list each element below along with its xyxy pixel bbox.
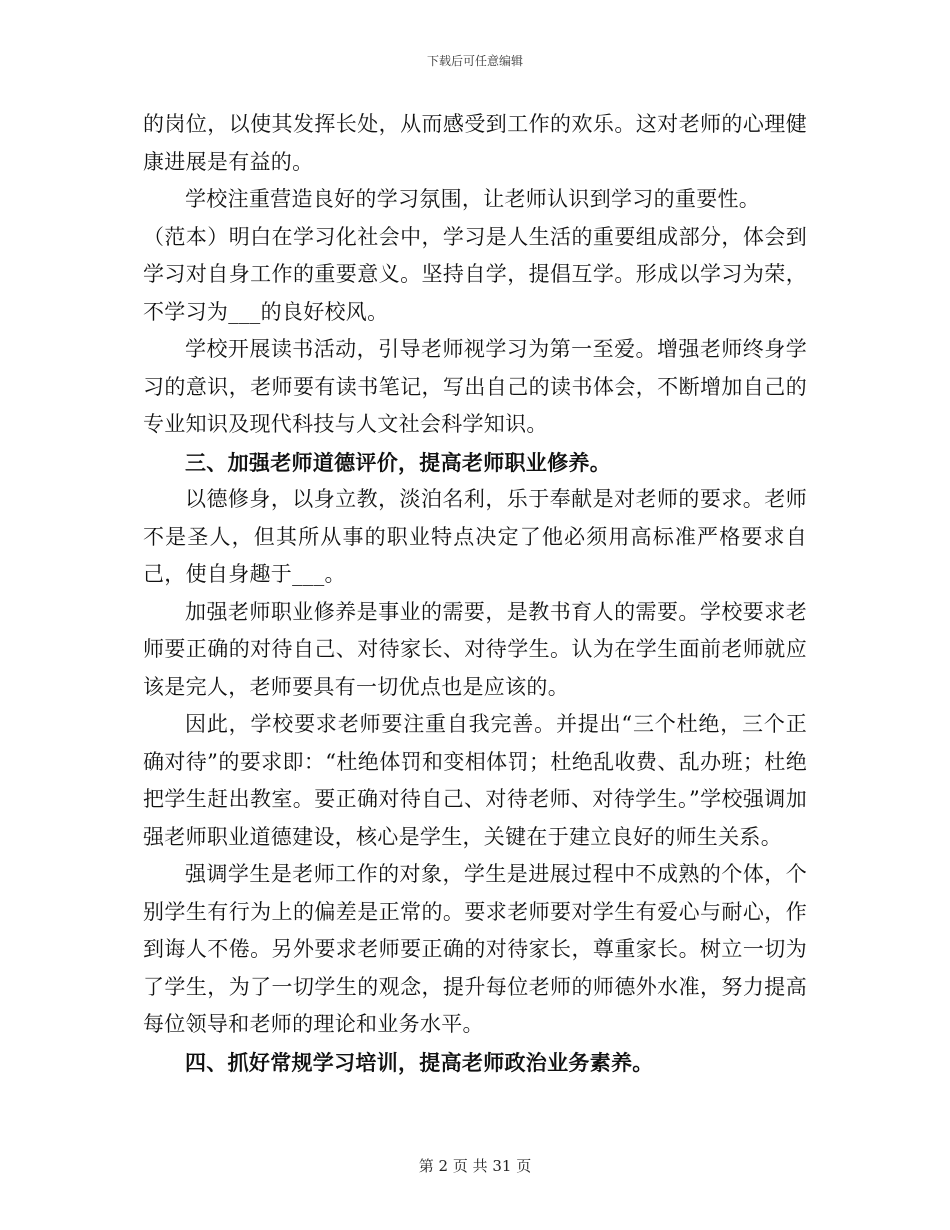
paragraph-6: 加强老师职业修养是事业的需要，是教书育人的需要。学校要求老师要正确的对待自己、对待家长、对待学生。认为在学生面前老师就应该是完人，老师要具有一切优点也是应该的。 xyxy=(143,599,807,699)
paragraph-2: 学校注重营造良好的学习氛围，让老师认识到学习的重要性。 xyxy=(185,187,761,211)
page-header: 下载后可任意编辑 xyxy=(426,54,523,68)
paragraph-3: （范本）明白在学习化社会中，学习是人生活的重要组成部分，体会到学习对自身工作的重要意义。坚持自学，提倡互学。形成以学习为荣，不学习为___的良好校风。 xyxy=(143,224,807,324)
section-heading-3: 三、加强老师道德评价，提高老师职业修养。 xyxy=(185,449,611,475)
paragraph-4: 学校开展读书活动，引导老师视学习为第一至爱。增强老师终身学习的意识，老师要有读书笔记，写出自己的读书体会，不断增加自己的专业知识及现代科技与人文社会科学知识。 xyxy=(143,337,807,436)
page-footer: 第 2 页 共 31 页 xyxy=(418,1157,532,1175)
paragraph-8: 强调学生是老师工作的对象，学生是进展过程中不成熟的个体，个别学生有行为上的偏差是正常的。要求老师要对学生有爱心与耐心，作到诲人不倦。另外要求老师要正确的对待家长，尊重家长。树立一切为了学生，为了一切学生的观念，提升每位老师的师德外水准，努力提高每位领导和老师的理论和业务水平。 xyxy=(143,862,807,1036)
paragraph-1: 的岗位，以使其发挥长处，从而感受到工作的欢乐。这对老师的心理健康进展是有益的。 xyxy=(143,112,807,174)
section-heading-4: 四、抓好常规学习培训，提高老师政治业务素养。 xyxy=(185,1049,654,1075)
paragraph-5: 以德修身，以身立教，淡泊名利，乐于奉献是对老师的要求。老师不是圣人，但其所从事的职业特点决定了他必须用高标准严格要求自己，使自身趣于___。 xyxy=(143,487,807,586)
paragraph-7: 因此，学校要求老师要注重自我完善。并提出“三个杜绝，三个正确对待”的要求即：“杜绝体罚和变相体罚；杜绝乱收费、乱办班；杜绝把学生赶出教室。要正确对待自己、对待老师、对待学生。”学校强调加强老师职业道德建设，核心是学生，关键在于建立良好的师生关系。 xyxy=(143,712,807,849)
document-body xyxy=(143,106,807,1081)
